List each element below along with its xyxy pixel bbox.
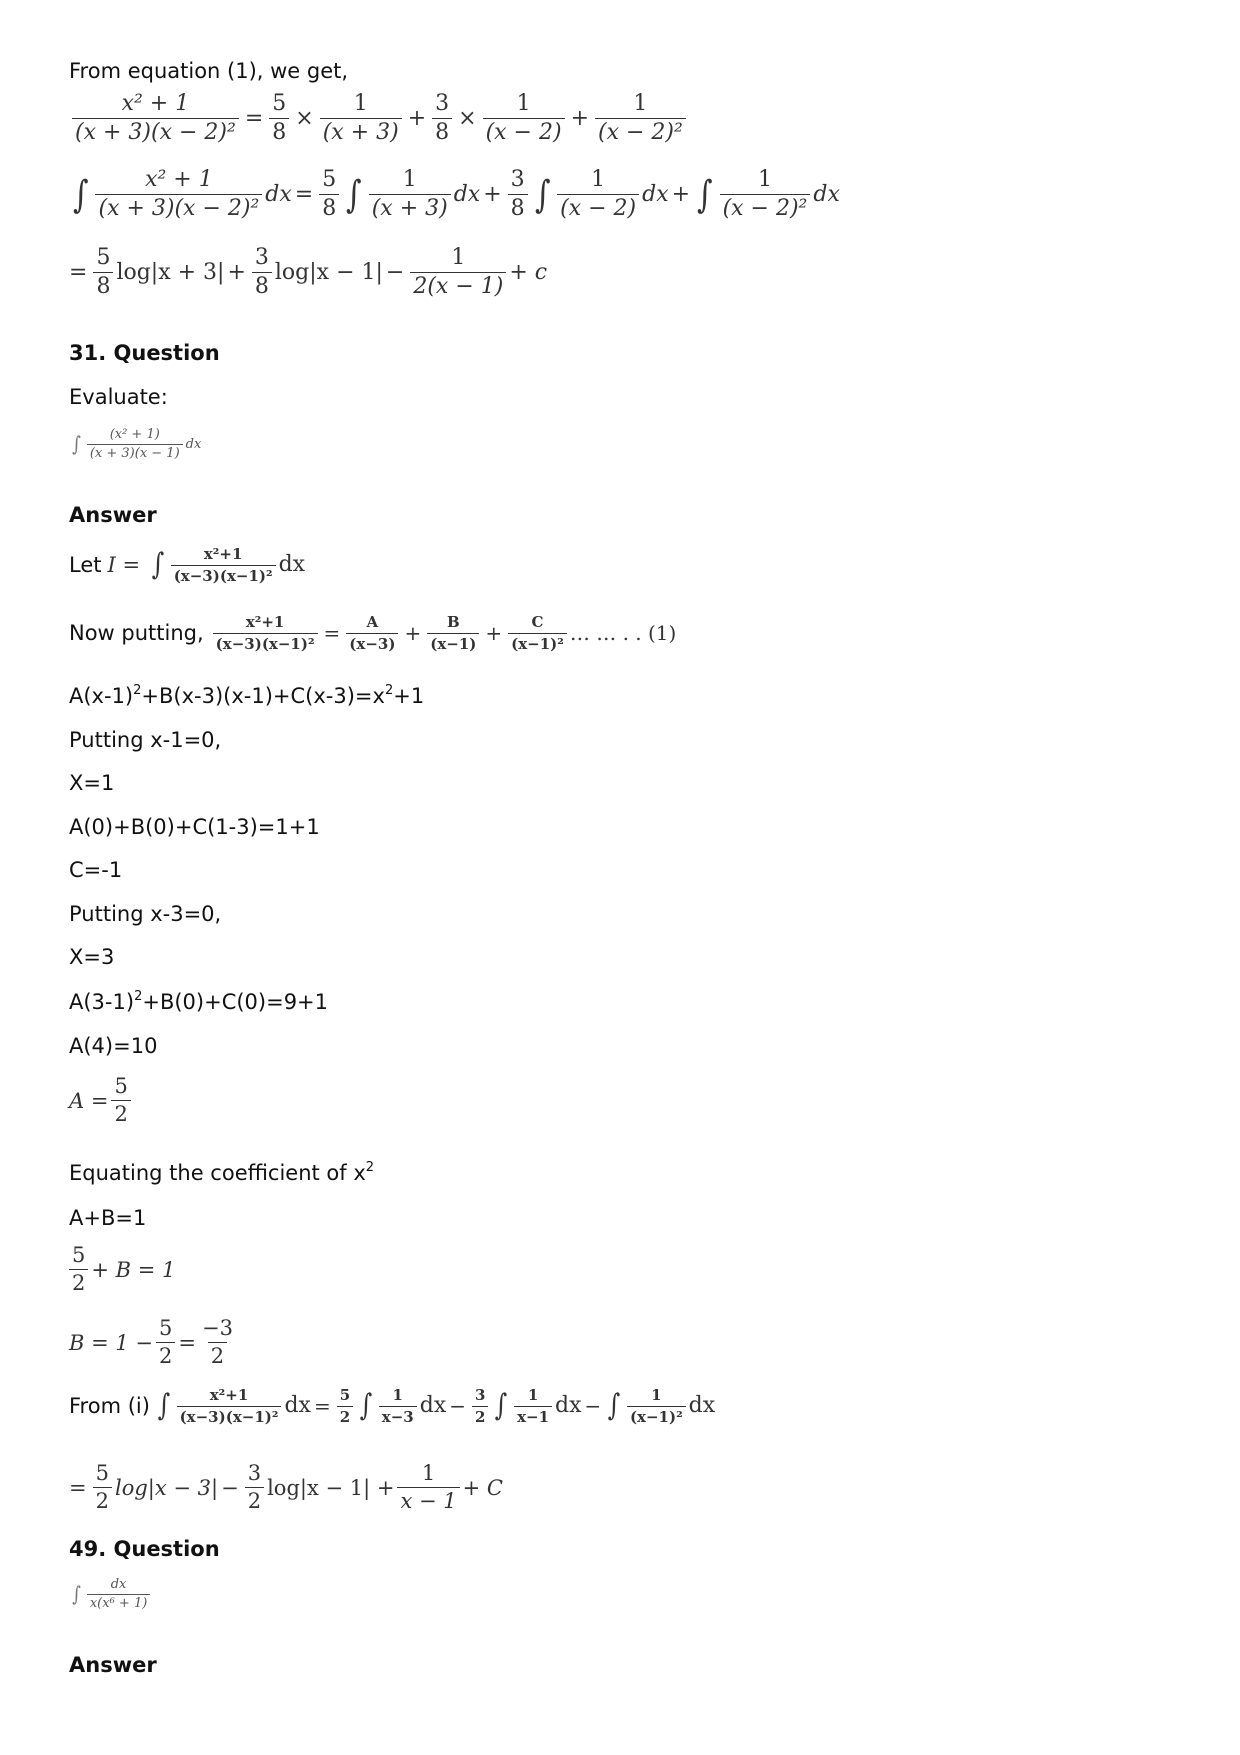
eq2-c2d: 8: [508, 194, 528, 221]
fi-n1: 1: [392, 1386, 403, 1404]
fi-c2: 3: [475, 1386, 486, 1404]
eq1-coef1-num: 5: [272, 91, 287, 116]
b2-rd: 2: [208, 1342, 227, 1368]
fin-c2d: 2: [245, 1487, 264, 1513]
eq2-denominator: (x + 3)(x − 2)²: [95, 194, 262, 221]
step-x-equals-3: X=3: [69, 945, 115, 969]
fi-c1d: 2: [337, 1406, 353, 1426]
fi-d2: x−1: [514, 1406, 552, 1426]
fin-c1: 5: [95, 1461, 109, 1485]
b2-eq: =: [178, 1330, 196, 1355]
integral-sign-icon: ∫: [534, 171, 551, 216]
eq2-dx: dx: [265, 182, 292, 208]
eq3-log1: log|x + 3|: [116, 260, 225, 286]
s1c: +B(x-3)(x-1)+C(x-3)=x: [141, 684, 385, 708]
np-A: A: [366, 613, 379, 631]
np-B: B: [446, 613, 460, 631]
eq3-c1d: 8: [93, 272, 113, 299]
eq1-lhs-denominator: (x + 3)(x − 2)²: [72, 118, 239, 145]
let-den: (x−3)(x−1)²: [171, 565, 276, 585]
eq3-c1: 5: [96, 245, 111, 270]
integral-sign-icon: ∫: [346, 171, 362, 216]
b2-n: 5: [159, 1316, 173, 1340]
b1-num: 5: [72, 1243, 86, 1267]
integral-equation: ∫ $\frac{\text{x² + 1}}{\text{(x + 3)(x − 2)²}}$ dx = $\frac{5}{8}$ ∫ $\frac{1}{(x + 3)}$ dx + $\frac{3}{8}$ ∫ $\frac{1}{(x - 2)}$ dx + ∫ $\frac{1}{\text{(x − 2)²}}$ dx: [72, 167, 840, 222]
a-value-equation: [69, 1075, 134, 1126]
np-C: C: [531, 613, 544, 631]
eq2-dx2: dx: [642, 182, 669, 208]
np-Bd: (x−1): [427, 633, 479, 653]
fi-n3: 1: [651, 1386, 662, 1404]
eq1-term2-den: (x − 2): [483, 118, 565, 145]
coef-text: Equating the coefficient of x: [69, 1161, 366, 1185]
eq2-d3: (x − 2)²: [720, 194, 811, 221]
from-i-line: [69, 1387, 715, 1425]
s8c: +B(0)+C(0)=9+1: [142, 990, 329, 1014]
answer-heading-49: Answer: [69, 1653, 157, 1677]
step-substitute-3: [69, 989, 328, 1015]
final-result-equation: = $\frac{5}{2}$ log|x − 3| − $\frac{3}{2}$ log|x − 1| + $\frac{1}{x - 1}$ + C: [69, 1461, 503, 1514]
eq2-n2: 1: [591, 167, 606, 192]
eq1-lhs-numerator: x² + 1: [121, 91, 190, 116]
eq3-fden: 2(x − 1): [410, 272, 506, 299]
eq2-c1d: 8: [319, 194, 339, 221]
eq2-c1: 5: [322, 167, 337, 192]
eq1-term1-num: 1: [353, 91, 368, 116]
step-expansion: [69, 683, 424, 709]
eq1-term3-num: 1: [633, 91, 648, 116]
intro-text: From equation (1), we get,: [69, 59, 349, 83]
s1a: A(x-1): [69, 684, 134, 708]
eq1-term3-den: (x − 2)²: [595, 118, 686, 145]
answer-heading: Answer: [69, 503, 157, 527]
eq1-coef2-den: 8: [432, 118, 452, 145]
b2-d: 2: [156, 1342, 175, 1368]
result-equation: = $\frac{5}{8}$ log|x + 3| + $\frac{3}{8}$ log|x − 1| − $\frac{1}{2(x - 1)}$ + c: [69, 245, 548, 300]
b1-rest: + B = 1: [91, 1257, 176, 1282]
step-c-value: C=-1: [69, 858, 123, 882]
from-i-equation: ∫ $\frac{\text{x²+1}}{\text{(x−3)(x−1)²}}$ dx = $\frac{5}{2}$ ∫ $\frac{1}{x-3}$ dx − $\frac{3}{2}$ ∫ $\frac{1}{x-1}$ dx − ∫ $\frac{1}{\text{(x−1)²}}$ dx: [157, 1386, 716, 1426]
fi-dx: dx: [284, 1393, 311, 1418]
eq2-dx1: dx: [453, 182, 481, 208]
fi-n2: 1: [527, 1386, 539, 1404]
np-tail: … … . . (1): [569, 621, 677, 645]
fi-num: x²+1: [209, 1386, 249, 1404]
let-dx: dx: [278, 552, 306, 577]
q31-integral-num: (x² + 1): [109, 427, 160, 442]
question-31-heading: 31. Question: [69, 341, 220, 365]
fin-c1d: 2: [93, 1487, 112, 1513]
let-label: Let: [69, 553, 102, 577]
b2-rn: −3: [202, 1316, 233, 1340]
eq2-c2: 3: [510, 167, 525, 192]
from-i-label: From (i): [69, 1394, 150, 1418]
eq3-constant: + c: [509, 260, 548, 286]
eq2-d2: (x − 2): [557, 194, 639, 221]
eq1-coef2-num: 3: [435, 91, 450, 116]
eq3-c2d: 8: [252, 272, 272, 299]
eq1-coef1-den: 8: [269, 118, 289, 145]
fi-d1: x−3: [379, 1406, 417, 1426]
eq2-numerator: x² + 1: [145, 167, 213, 192]
a-den: 2: [111, 1100, 130, 1126]
np-den: (x−3)(x−1)²: [213, 633, 318, 653]
fi-den: (x−3)(x−1)²: [177, 1406, 282, 1426]
fi-c1: 5: [339, 1386, 351, 1404]
b1-den: 2: [69, 1269, 88, 1295]
fi-d3: (x−1)²: [627, 1406, 686, 1426]
s1d: 2: [384, 683, 394, 698]
fin-log1: log|x − 3|: [114, 1475, 219, 1500]
q31-integral-den: (x + 3)(x − 1): [87, 444, 183, 461]
eq1-term1-den: (x + 3): [320, 118, 402, 145]
q49-num: dx: [110, 1577, 127, 1592]
b-equation-2: [69, 1317, 239, 1368]
a-plus-b: A+B=1: [69, 1206, 147, 1230]
eq2-n1: 1: [402, 167, 417, 192]
let-integral: [148, 546, 305, 584]
question-31-integral: [69, 428, 201, 462]
eq3-c2: 3: [254, 245, 269, 270]
fin-c2: 3: [247, 1461, 262, 1485]
fin-constant: + C: [462, 1475, 503, 1500]
fi-dx1: dx: [419, 1393, 447, 1418]
a-num: 5: [114, 1074, 128, 1098]
now-putting-line: [69, 614, 676, 652]
equating-coefficient: [69, 1160, 374, 1186]
question-49-heading: 49. Question: [69, 1537, 220, 1561]
np-num: x²+1: [245, 613, 285, 631]
integral-sign-icon: ∫: [607, 1388, 621, 1423]
eq2-d1: (x + 3): [369, 194, 451, 221]
integral-sign-icon: ∫: [72, 171, 89, 216]
fin-log2: log|x − 1| +: [267, 1475, 395, 1500]
step-putting-x1: Putting x-1=0,: [69, 728, 222, 752]
s8a: A(3-1): [69, 990, 135, 1014]
eq3-fnum: 1: [451, 245, 466, 270]
eq2-n3: 1: [757, 167, 772, 192]
partial-fraction-equation: $\frac{\text{x² + 1}}{\text{(x + 3)(x − 2)²}}$ = $\frac{5}{8}$ × $\frac{1}{(x + 3)}$ + $\frac{3}{8}$ × $\frac{1}{(x - 2)}$ + $\frac{1}{\text{(x − 2)²}}$: [69, 92, 689, 145]
b2-lhs: B = 1 −: [69, 1330, 154, 1355]
integral-sign-icon: ∫: [72, 1582, 81, 1607]
fi-dx3: dx: [688, 1393, 716, 1418]
np-Ad: (x−3): [346, 633, 398, 653]
step-a4: A(4)=10: [69, 1034, 158, 1058]
let-I: I =: [107, 553, 141, 577]
np-Cd: (x−1)²: [508, 633, 567, 653]
step-putting-x3: Putting x-3=0,: [69, 902, 222, 926]
let-line: [69, 546, 305, 584]
integral-sign-icon: ∫: [697, 171, 713, 216]
now-putting-label: Now putting,: [69, 621, 204, 645]
fin-fden: x − 1: [397, 1487, 459, 1513]
eq1-term2-num: 1: [516, 91, 531, 116]
coef-sup: 2: [365, 1160, 375, 1175]
fin-fnum: 1: [421, 1461, 436, 1485]
integral-sign-icon: ∫: [157, 1388, 171, 1423]
let-num: x²+1: [203, 545, 243, 563]
step-substitute-1: A(0)+B(0)+C(1-3)=1+1: [69, 815, 320, 839]
now-putting-equation: $\frac{\text{x²+1}}{\text{(x−3)(x−1)²}}$ = $\frac{A}{(x-3)}$ + $\frac{B}{(x-1)}$ + $\frac{C}{\text{(x−1)²}}$ … … . . (1): [210, 614, 677, 652]
q49-den: x(x⁶ + 1): [87, 1594, 150, 1611]
q31-dx: dx: [185, 437, 202, 453]
evaluate-label: Evaluate:: [69, 385, 168, 409]
question-49-integral: [69, 1578, 153, 1612]
eq2-dx3: dx: [813, 182, 840, 208]
b-equation-1: [69, 1244, 175, 1295]
fi-dx2: dx: [555, 1393, 582, 1418]
eq3-log2: log|x − 1|: [274, 260, 383, 286]
integral-sign-icon: ∫: [359, 1388, 373, 1423]
integral-sign-icon: ∫: [151, 547, 165, 582]
integral-sign-icon: ∫: [495, 1388, 508, 1423]
s1e: +1: [393, 684, 425, 708]
s8b: 2: [134, 989, 143, 1004]
integral-sign-icon: ∫: [72, 432, 81, 457]
fi-c2d: 2: [472, 1406, 488, 1426]
step-x-equals-1: X=1: [69, 771, 115, 795]
s1b: 2: [133, 683, 142, 698]
a-eq: A =: [69, 1088, 109, 1113]
